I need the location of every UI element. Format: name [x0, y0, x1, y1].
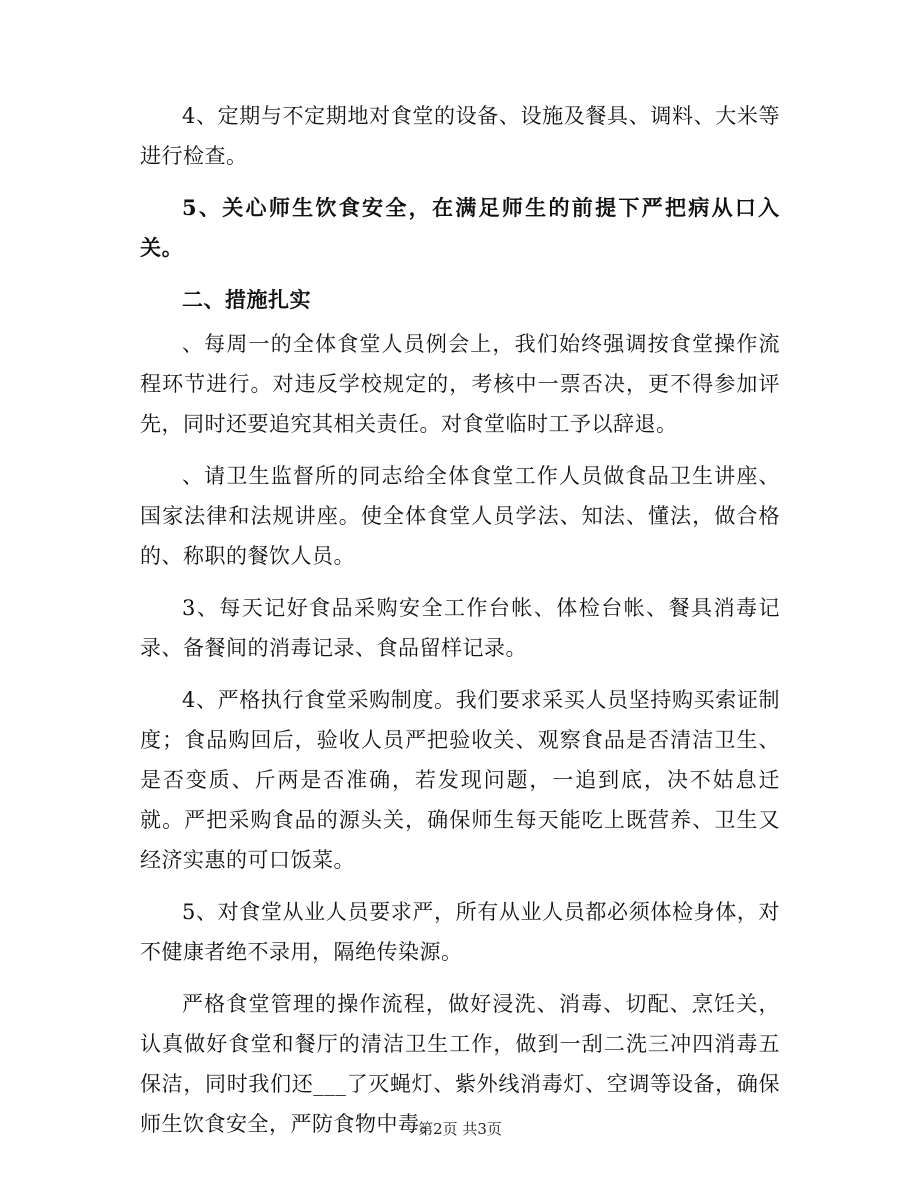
- document-body: [140, 96, 780, 1156]
- paragraph-operating-process: 严格食堂管理的操作流程，做好浸洗、消毒、切配、烹饪关，认真做好食堂和餐厅的清洁卫生工作，做到一刮二洗三冲四消毒五保洁，同时我们还___了灭蝇灯、紫外线消毒灯、空调等设备，确保师生饮食安全，严防食物中毒。: [140, 992, 780, 1136]
- paragraph-staff-health: 5、对食堂从业人员要求严，所有从业人员都必须体检身体，对不健康者绝不录用，隔绝传染源。: [140, 900, 780, 964]
- paragraph-weekly-meeting: 、每周一的全体食堂人员例会上，我们始终强调按食堂操作流程环节进行。对违反学校规定的，考核中一票否决，更不得参加评先，同时还要追究其相关责任。对食堂临时工予以辞退。: [140, 332, 780, 436]
- paragraph-procurement: 4、严格执行食堂采购制度。我们要求采买人员坚持购买索证制度；食品购回后，验收人员严把验收关、观察食品是否清洁卫生、是否变质、斤两是否准确，若发现问题，一追到底，决不姑息迁就。严把采购食品的源头关，确保师生每天能吃上既营养、卫生又经济实惠的可口饭菜。: [140, 688, 780, 872]
- paragraph-inspection: 4、定期与不定期地对食堂的设备、设施及餐具、调料、大米等进行检查。: [140, 104, 780, 168]
- paragraph-food-safety: 5、关心师生饮食安全，在满足师生的前提下严把病从口入关。: [140, 195, 780, 260]
- page-number: 第2页 共3页: [418, 1120, 502, 1138]
- paragraph-records: 3、每天记好食品采购安全工作台帐、体检台帐、餐具消毒记录、备餐间的消毒记录、食品留样记录。: [140, 596, 780, 660]
- paragraph-hygiene-lecture: 、请卫生监督所的同志给全体食堂工作人员做食品卫生讲座、国家法律和法规讲座。使全体食堂人员学法、知法、懂法，做合格的、称职的餐饮人员。: [140, 464, 780, 568]
- section-heading-measures: 二、措施扎实: [182, 287, 311, 312]
